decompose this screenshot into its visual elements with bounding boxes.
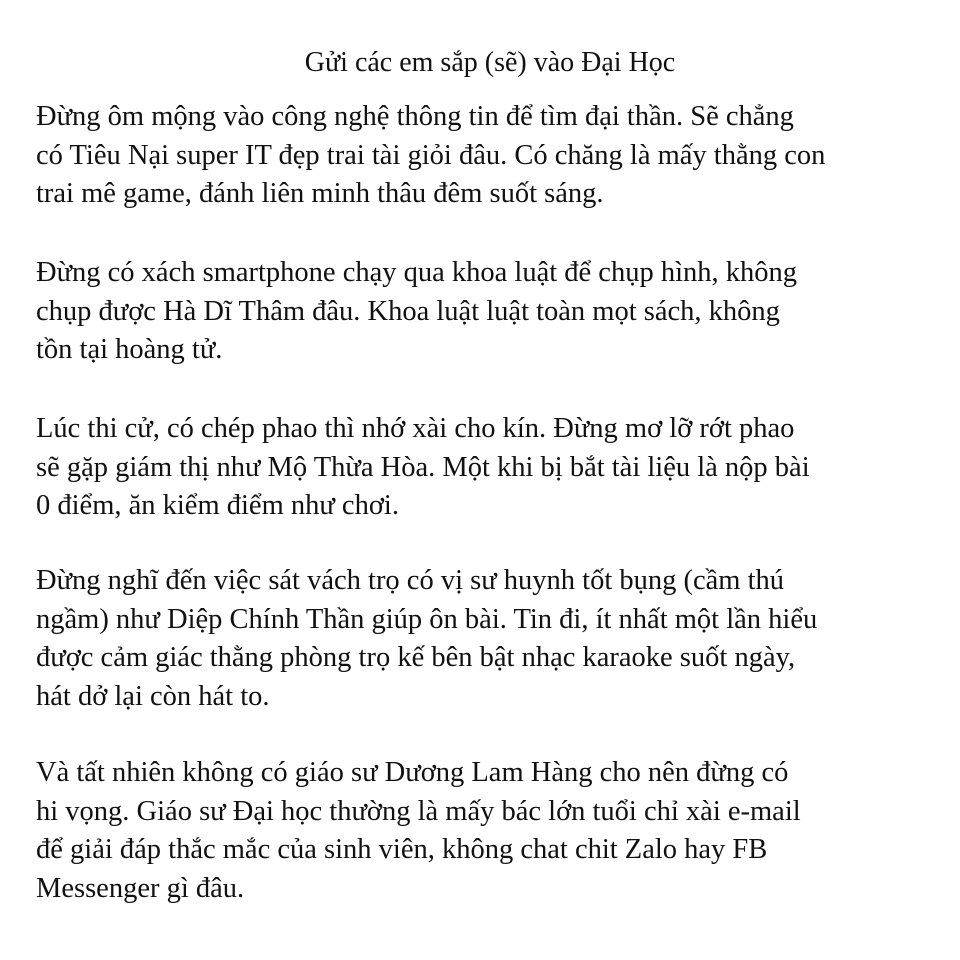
paragraph-4 (36, 562, 946, 716)
paragraph-5 (36, 754, 946, 908)
paragraph-line: được cảm giác thằng phòng trọ kế bên bật nhạc karaoke suốt ngày, (36, 642, 796, 673)
paragraph-line: có Tiêu Nại super IT đẹp trai tài giỏi đâu. Có chăng là mấy thằng con (36, 139, 826, 171)
paragraph-line: Và tất nhiên không có giáo sư Dương Lam Hàng cho nên đừng có (36, 757, 789, 788)
paragraph-line: Đừng ôm mộng vào công nghệ thông tin để tìm đại thần. Sẽ chẳng (36, 101, 794, 132)
paragraph-line: để giải đáp thắc mắc của sinh viên, không chat chit Zalo hay FB (36, 834, 768, 865)
paragraph-3 (36, 410, 946, 526)
paragraph-line: Đừng nghĩ đến việc sát vách trọ có vị sư huynh tốt bụng (cầm thú (36, 565, 784, 596)
paragraph-line: tồn tại hoàng tử. (36, 334, 223, 365)
paragraph-line: trai mê game, đánh liên minh thâu đêm suốt sáng. (36, 178, 604, 209)
document-title: Gửi các em sắp (sẽ) vào Đại Học (304, 47, 676, 78)
paragraph-line: Messenger gì đâu. (36, 872, 245, 904)
paragraph-1 (36, 98, 946, 214)
paragraph-2 (36, 254, 946, 370)
paragraph-line: 0 điểm, ăn kiểm điểm như chơi. (36, 490, 399, 521)
paragraph-line: hi vọng. Giáo sư Đại học thường là mấy bác lớn tuổi chỉ xài e-mail (36, 795, 801, 827)
paragraph-line: sẽ gặp giám thị như Mộ Thừa Hòa. Một khi bị bắt tài liệu là nộp bài (36, 451, 810, 483)
paragraph-line: chụp được Hà Dĩ Thâm đâu. Khoa luật luật toàn mọt sách, không (36, 295, 780, 327)
paragraph-line: hát dở lại còn hát to. (36, 680, 270, 712)
paragraph-line: ngầm) như Diệp Chính Thần giúp ôn bài. Tin đi, ít nhất một lần hiểu (36, 603, 818, 635)
paragraph-line: Đừng có xách smartphone chạy qua khoa luật để chụp hình, không (36, 257, 797, 288)
paragraph-line: Lúc thi cử, có chép phao thì nhớ xài cho kín. Đừng mơ lỡ rớt phao (36, 413, 795, 444)
